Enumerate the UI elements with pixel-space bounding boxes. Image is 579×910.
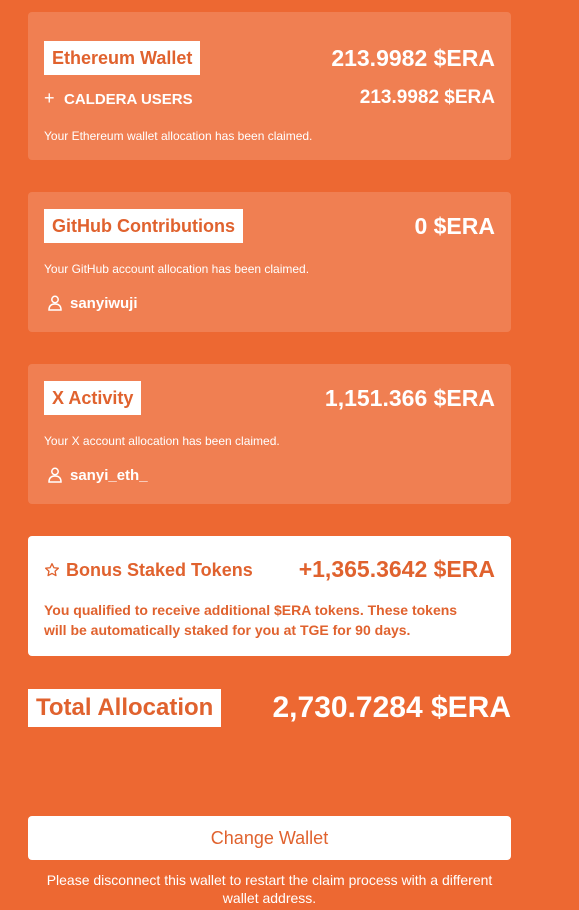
x-user-row: [48, 465, 148, 487]
user-icon: [48, 295, 62, 311]
bonus-title-wrap: [44, 560, 253, 581]
github-contributions-card: [28, 192, 511, 332]
x-activity-title: X Activity: [44, 381, 141, 415]
x-activity-amount: 1,151.366 $ERA: [324, 385, 495, 411]
ethereum-wallet-card: [28, 12, 511, 160]
caldera-users-amount: 213.9982 $ERA: [359, 87, 495, 108]
x-username: sanyi_eth_: [70, 467, 148, 484]
github-contributions-note: Your GitHub account allocation has been claimed.: [44, 262, 310, 276]
ethereum-wallet-title: Ethereum Wallet: [44, 41, 200, 75]
x-activity-card: [28, 364, 511, 504]
bonus-staked-tokens-card: [28, 536, 511, 656]
caldera-users-label: CALDERA USERS: [64, 91, 193, 108]
github-contributions-title: GitHub Contributions: [44, 209, 243, 243]
star-icon: [44, 562, 60, 578]
github-username: sanyiwuji: [70, 295, 138, 312]
bonus-description: You qualified to receive additional $ERA tokens. These tokens will be automatically staked for you at TGE for 90 days.: [44, 602, 458, 638]
change-wallet-note: Please disconnect this wallet to restart the claim process with a different wallet address.: [46, 872, 493, 906]
bonus-amount: +1,365.3642 $ERA: [298, 556, 495, 582]
ethereum-wallet-amount: 213.9982 $ERA: [331, 45, 495, 71]
bonus-title: Bonus Staked Tokens: [66, 560, 253, 580]
total-allocation-label: Total Allocation: [28, 689, 221, 727]
plus-icon: +: [44, 88, 55, 108]
change-wallet-button[interactable]: Change Wallet: [28, 816, 511, 860]
x-activity-note: Your X account allocation has been claimed.: [44, 434, 280, 448]
caldera-users-label-wrap: [44, 86, 193, 112]
total-allocation-amount: 2,730.7284 $ERA: [272, 691, 511, 724]
caldera-users-row: [44, 86, 495, 110]
github-contributions-amount: 0 $ERA: [414, 213, 495, 239]
github-user-row: [48, 293, 138, 315]
user-icon: [48, 467, 62, 483]
ethereum-wallet-note: Your Ethereum wallet allocation has been claimed.: [44, 129, 313, 143]
